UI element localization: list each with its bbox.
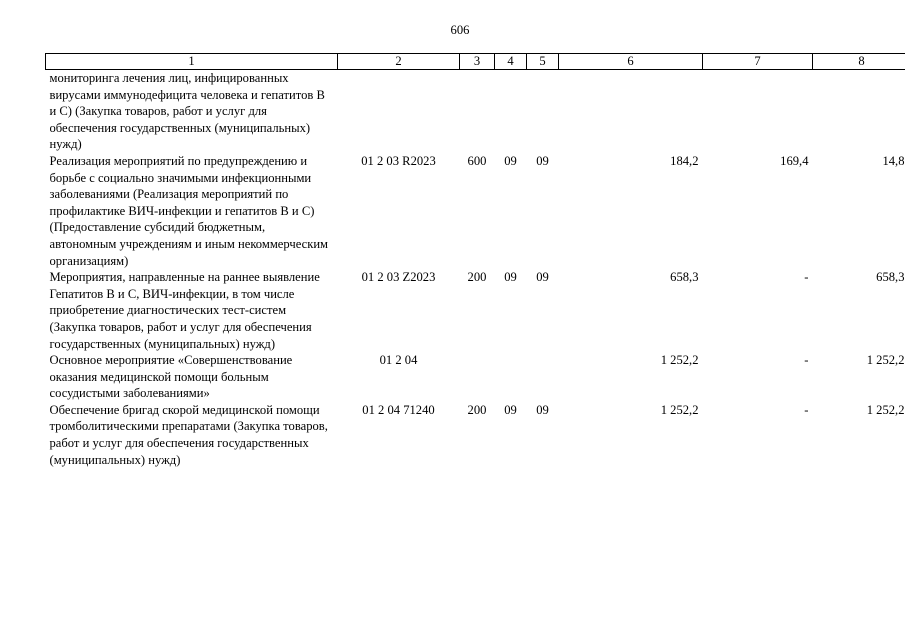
row-description: мониторинга лечения лиц, инфицированных вирусами иммунодефицита человека и гепатитов В и С) (Закупка товаров, работ и услуг для обеспечения государственных (муниципальных) нужд) (49, 71, 325, 152)
header-col-1: 1 (46, 54, 338, 70)
table-row (46, 402, 905, 468)
page-number: 606 (450, 23, 470, 37)
row-regional: 658,3 (876, 270, 905, 285)
row-subsection: 09 (536, 270, 549, 285)
row-federal: - (804, 270, 809, 285)
row-target-code: 01 2 04 (379, 353, 418, 368)
row-total: 184,2 (670, 153, 699, 168)
row-section (495, 352, 527, 402)
row-total (559, 70, 703, 153)
row-section: 09 (504, 402, 517, 417)
header-row (46, 54, 905, 70)
row-section (495, 70, 527, 153)
row-total: 658,3 (670, 270, 699, 285)
row-federal: - (804, 353, 809, 368)
table-row (46, 153, 905, 269)
row-expense-type: 200 (467, 402, 487, 417)
row-description: Основное мероприятие «Совершенствование оказания медицинской помощи больным сосудистыми заболеваниями» (49, 353, 293, 401)
row-target-code: 01 2 03 R2023 (361, 153, 436, 168)
row-regional: 1 252,2 (866, 402, 905, 417)
row-description: Реализация мероприятий по предупреждению и борьбе с социально значимыми инфекционными заболеваниями (Реализация мероприятий по профилактике ВИЧ-инфекции и гепатитов В и С) (Предоставление субсидий бюджетным, автономным учреждениям и иным некоммерческим организациям) (49, 153, 329, 268)
table-row (46, 70, 905, 153)
row-expense-type: 200 (467, 270, 487, 285)
row-expense-type (460, 352, 495, 402)
row-total: 1 252,2 (660, 353, 699, 368)
header-col-3: 3 (460, 54, 495, 70)
header-col-5: 5 (527, 54, 559, 70)
row-target-code: 01 2 04 71240 (362, 402, 435, 417)
table-row (46, 269, 905, 352)
table-row (46, 352, 905, 402)
row-federal (703, 70, 813, 153)
header-col-8: 8 (813, 54, 905, 70)
row-federal: 169,4 (780, 153, 809, 168)
row-target-code (338, 70, 460, 153)
row-target-code: 01 2 03 Z2023 (361, 270, 436, 285)
row-subsection (527, 70, 559, 153)
header-col-4: 4 (495, 54, 527, 70)
row-subsection: 09 (536, 153, 549, 168)
row-description: Обеспечение бригад скорой медицинской помощи тромболитическими препаратами (Закупка товаров, работ и услуг для обеспечения государственных (муниципальных) нужд) (49, 402, 328, 467)
row-section: 09 (504, 270, 517, 285)
row-description: Мероприятия, направленные на раннее выявление Гепатитов В и С, ВИЧ-инфекции, в том числе приобретение диагностических тест-систем (Закупка товаров, работ и услуг для обеспечения государственных (муниципальных) нужд) (49, 270, 320, 351)
header-col-7: 7 (703, 54, 813, 70)
row-subsection: 09 (536, 402, 549, 417)
row-federal: - (804, 402, 809, 417)
row-subsection (527, 352, 559, 402)
row-section: 09 (504, 153, 517, 168)
row-expense-type: 600 (467, 153, 487, 168)
budget-table (45, 53, 905, 468)
header-col-6: 6 (559, 54, 703, 70)
row-regional: 14,8 (882, 153, 905, 168)
row-regional: 1 252,2 (866, 353, 905, 368)
header-col-2: 2 (338, 54, 460, 70)
row-expense-type (460, 70, 495, 153)
row-total: 1 252,2 (660, 402, 699, 417)
row-regional (813, 70, 905, 153)
